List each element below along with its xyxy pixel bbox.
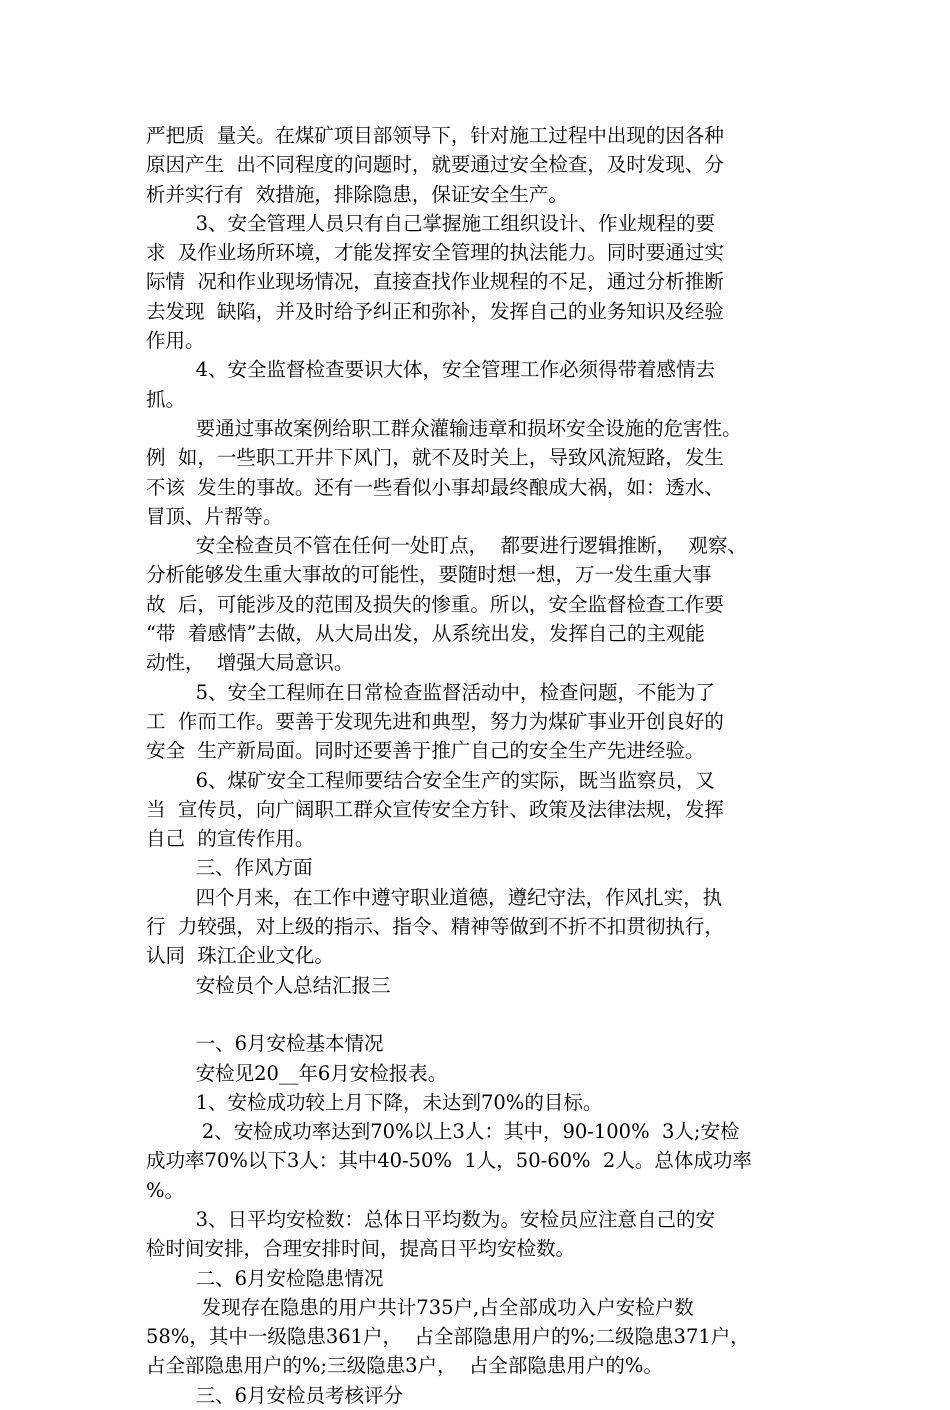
text-line: 作用。 — [146, 329, 205, 353]
text-line: 安全 生产新局面。同时还要善于推广自己的安全生产先进经验。 — [146, 739, 705, 763]
text-line: 四个月来，在工作中遵守职业道德，遵纪守法，作风扎实，执 — [146, 885, 723, 909]
text-line: 求 及作业场所环境，才能发挥安全管理的执法能力。同时要通过实 — [146, 241, 724, 265]
text-line: 当 宣传员，向广阔职工群众宣传安全方针、政策及法律法规，发挥 — [146, 797, 724, 821]
text-line: 安检员个人总结汇报三 — [146, 973, 391, 997]
text-line: 三、作风方面 — [146, 856, 313, 880]
text-line: 成功率70%以下3人：其中40-50% 1人，50-60% 2人。总体成功率 — [146, 1149, 752, 1173]
text-line: %。 — [146, 1178, 185, 1202]
text-line: 抓。 — [146, 387, 186, 411]
text-line: 发现存在隐患的用户共计735户,占全部成功入户安检户数 — [146, 1295, 694, 1319]
text-line: “带 着感情”去做，从大局出发，从系统出发，发挥自己的主观能 — [146, 622, 705, 646]
text-line: 安全检查员不管在任何一处盯点， 都要进行逻辑推断， 观察、 — [146, 534, 747, 558]
text-line: 动性， 增强大局意识。 — [146, 651, 354, 675]
document-body — [146, 121, 811, 1410]
text-line: 6、煤矿安全工程师要结合安全生产的实际，既当监察员，又 — [146, 768, 715, 792]
text-line: 2、安检成功率达到70%以上3人：其中，90-100% 3人;安检 — [146, 1120, 740, 1144]
text-line: 自己 的宣传作用。 — [146, 827, 315, 851]
text-line: 安检见20__年6月安检报表。 — [146, 1061, 448, 1085]
text-line: 要通过事故案例给职工群众灌输违章和损坏安全设施的危害性。 — [146, 416, 742, 440]
text-line: 认同 珠江企业文化。 — [146, 944, 334, 968]
text-line: 原因产生 出不同程度的问题时，就要通过安全检查，及时发现、分 — [146, 153, 724, 177]
text-line: 3、安全管理人员只有自己掌握施工组织设计、作业规程的要 — [146, 211, 715, 235]
text-line: 58%，其中一级隐患361户， 占全部隐患用户的%;二级隐患371户， — [146, 1325, 750, 1349]
text-line: 去发现 缺陷，并及时给予纠正和弥补，发挥自己的业务知识及经验 — [146, 299, 724, 323]
text-line: 三、6月安检员考核评分 — [146, 1383, 403, 1407]
text-line: 工 作而工作。要善于发现先进和典型，努力为煤矿事业开创良好的 — [146, 709, 724, 733]
text-line: 5、安全工程师在日常检查监督活动中，检查问题，不能为了 — [146, 680, 715, 704]
blank-line — [146, 1000, 811, 1029]
text-line: 不该 发生的事故。还有一些看似小事却最终酿成大祸，如：透水、 — [146, 475, 724, 499]
text-line: 际情 况和作业现场情况，直接查找作业规程的不足，通过分析推断 — [146, 270, 724, 294]
text-line: 例 如，一些职工开井下风门，就不及时关上，导致风流短路，发生 — [146, 446, 724, 470]
text-line: 析并实行有 效措施，排除隐患，保证安全生产。 — [146, 182, 568, 206]
text-line: 3、日平均安检数：总体日平均数为。安检员应注意自己的安 — [146, 1207, 715, 1231]
text-line: 严把质 量关。在煤矿项目部领导下，针对施工过程中出现的因各种 — [146, 124, 724, 147]
text-line: 占全部隐患用户的%;三级隐患3户， 占全部隐患用户的%。 — [146, 1354, 663, 1378]
text-line: 故 后，可能涉及的范围及损失的惨重。所以，安全监督检查工作要 — [146, 592, 724, 616]
text-line: 冒顶、片帮等。 — [146, 504, 283, 528]
text-line: 1、安检成功较上月下降，未达到70%的目标。 — [146, 1090, 603, 1114]
text-line: 检时间安排，合理安排时间，提高日平均安检数。 — [146, 1237, 576, 1261]
text-line: 4、安全监督检查要识大体，安全管理工作必须得带着感情去 — [146, 358, 715, 382]
text-line: 行 力较强，对上级的指示、指令、精神等做到不折不扣贯彻执行， — [146, 915, 724, 939]
text-line: 一、6月安检基本情况 — [146, 1032, 384, 1056]
text-line: 二、6月安检隐患情况 — [146, 1266, 384, 1290]
text-line: 分析能够发生重大事故的可能性，要随时想一想，万一发生重大事 — [146, 563, 712, 587]
